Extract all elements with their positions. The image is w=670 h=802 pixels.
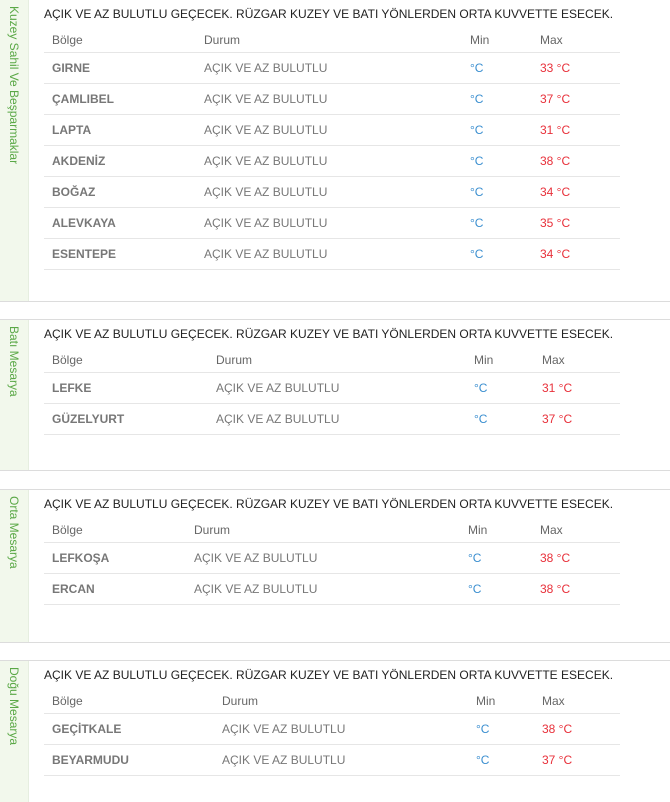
cell-max: 38 °C bbox=[534, 714, 620, 745]
table-row bbox=[44, 53, 620, 84]
cell-min: °C bbox=[462, 146, 532, 177]
section-side-tab bbox=[0, 661, 29, 802]
table-row bbox=[44, 714, 620, 745]
forecast-summary: AÇIK VE AZ BULUTLU GEÇECEK. RÜZGAR KUZEY VE BATI YÖNLERDEN ORTA KUVVETTE ESECEK. bbox=[44, 7, 614, 21]
cell-region: ALEVKAYA bbox=[44, 208, 196, 239]
forecast-summary: AÇIK VE AZ BULUTLU GEÇECEK. RÜZGAR KUZEY VE BATI YÖNLERDEN ORTA KUVVETTE ESECEK. bbox=[44, 668, 614, 682]
cell-min: °C bbox=[462, 208, 532, 239]
section-title: Orta Mesarya bbox=[7, 496, 21, 569]
cell-region: BEYARMUDU bbox=[44, 745, 214, 776]
cell-min: °C bbox=[466, 373, 534, 404]
cell-min: °C bbox=[462, 53, 532, 84]
column-header-min: Min bbox=[466, 348, 534, 373]
cell-max: 35 °C bbox=[532, 208, 620, 239]
table-row bbox=[44, 115, 620, 146]
cell-status: AÇIK VE AZ BULUTLU bbox=[214, 745, 468, 776]
cell-status: AÇIK VE AZ BULUTLU bbox=[208, 373, 466, 404]
forecast-table bbox=[44, 518, 620, 605]
cell-min: °C bbox=[460, 543, 532, 574]
column-header-status: Durum bbox=[208, 348, 466, 373]
column-header-min: Min bbox=[460, 518, 532, 543]
cell-region: LAPTA bbox=[44, 115, 196, 146]
cell-min: °C bbox=[466, 404, 534, 435]
column-header-region: Bölge bbox=[44, 28, 196, 53]
table-header-row bbox=[44, 518, 620, 543]
cell-status: AÇIK VE AZ BULUTLU bbox=[196, 115, 462, 146]
cell-min: °C bbox=[462, 115, 532, 146]
section-content bbox=[44, 0, 620, 270]
cell-max: 37 °C bbox=[534, 745, 620, 776]
cell-status: AÇIK VE AZ BULUTLU bbox=[196, 53, 462, 84]
table-row bbox=[44, 177, 620, 208]
column-header-region: Bölge bbox=[44, 689, 214, 714]
cell-max: 34 °C bbox=[532, 239, 620, 270]
cell-min: °C bbox=[468, 714, 534, 745]
section-content bbox=[44, 490, 620, 605]
column-header-min: Min bbox=[462, 28, 532, 53]
table-row bbox=[44, 239, 620, 270]
section-side-tab bbox=[0, 490, 29, 642]
table-row bbox=[44, 543, 620, 574]
column-header-status: Durum bbox=[214, 689, 468, 714]
cell-status: AÇIK VE AZ BULUTLU bbox=[196, 84, 462, 115]
cell-status: AÇIK VE AZ BULUTLU bbox=[196, 146, 462, 177]
cell-min: °C bbox=[460, 574, 532, 605]
column-header-status: Durum bbox=[186, 518, 460, 543]
column-header-max: Max bbox=[534, 689, 620, 714]
table-header-row bbox=[44, 348, 620, 373]
table-row bbox=[44, 745, 620, 776]
column-header-max: Max bbox=[532, 28, 620, 53]
table-row bbox=[44, 146, 620, 177]
cell-region: ERCAN bbox=[44, 574, 186, 605]
cell-max: 37 °C bbox=[532, 84, 620, 115]
table-header-row bbox=[44, 689, 620, 714]
column-header-max: Max bbox=[532, 518, 620, 543]
cell-status: AÇIK VE AZ BULUTLU bbox=[208, 404, 466, 435]
forecast-summary: AÇIK VE AZ BULUTLU GEÇECEK. RÜZGAR KUZEY VE BATI YÖNLERDEN ORTA KUVVETTE ESECEK. bbox=[44, 327, 614, 341]
cell-status: AÇIK VE AZ BULUTLU bbox=[196, 177, 462, 208]
cell-region: BOĞAZ bbox=[44, 177, 196, 208]
cell-status: AÇIK VE AZ BULUTLU bbox=[186, 574, 460, 605]
cell-region: ÇAMLIBEL bbox=[44, 84, 196, 115]
cell-max: 31 °C bbox=[534, 373, 620, 404]
table-row bbox=[44, 404, 620, 435]
forecast-section-kuzey-sahil bbox=[0, 0, 670, 302]
cell-region: LEFKOŞA bbox=[44, 543, 186, 574]
section-side-tab bbox=[0, 320, 29, 470]
cell-max: 38 °C bbox=[532, 543, 620, 574]
cell-status: AÇIK VE AZ BULUTLU bbox=[186, 543, 460, 574]
forecast-table bbox=[44, 28, 620, 270]
cell-status: AÇIK VE AZ BULUTLU bbox=[196, 239, 462, 270]
section-title: Doğu Mesarya bbox=[7, 667, 21, 746]
column-header-max: Max bbox=[534, 348, 620, 373]
cell-min: °C bbox=[462, 239, 532, 270]
cell-max: 34 °C bbox=[532, 177, 620, 208]
cell-min: °C bbox=[468, 745, 534, 776]
table-row bbox=[44, 574, 620, 605]
forecast-table bbox=[44, 348, 620, 435]
cell-region: GÜZELYURT bbox=[44, 404, 208, 435]
table-row bbox=[44, 84, 620, 115]
column-header-min: Min bbox=[468, 689, 534, 714]
column-header-region: Bölge bbox=[44, 348, 208, 373]
cell-status: AÇIK VE AZ BULUTLU bbox=[214, 714, 468, 745]
table-row bbox=[44, 208, 620, 239]
cell-max: 38 °C bbox=[532, 574, 620, 605]
forecast-section-orta-mesarya bbox=[0, 489, 670, 643]
cell-region: GEÇİTKALE bbox=[44, 714, 214, 745]
cell-max: 33 °C bbox=[532, 53, 620, 84]
cell-min: °C bbox=[462, 84, 532, 115]
forecast-section-bati-mesarya bbox=[0, 319, 670, 471]
forecast-table bbox=[44, 689, 620, 776]
table-row bbox=[44, 373, 620, 404]
cell-min: °C bbox=[462, 177, 532, 208]
section-title: Batı Mesarya bbox=[7, 326, 21, 397]
cell-max: 37 °C bbox=[534, 404, 620, 435]
cell-region: AKDENİZ bbox=[44, 146, 196, 177]
cell-region: GIRNE bbox=[44, 53, 196, 84]
section-content bbox=[44, 320, 620, 435]
forecast-section-dogu-mesarya bbox=[0, 660, 670, 802]
cell-max: 31 °C bbox=[532, 115, 620, 146]
section-side-tab bbox=[0, 0, 29, 301]
cell-region: ESENTEPE bbox=[44, 239, 196, 270]
column-header-status: Durum bbox=[196, 28, 462, 53]
section-title: Kuzey Sahil Ve Beşparmaklar bbox=[7, 6, 21, 165]
cell-region: LEFKE bbox=[44, 373, 208, 404]
forecast-summary: AÇIK VE AZ BULUTLU GEÇECEK. RÜZGAR KUZEY VE BATI YÖNLERDEN ORTA KUVVETTE ESECEK. bbox=[44, 497, 614, 511]
cell-status: AÇIK VE AZ BULUTLU bbox=[196, 208, 462, 239]
section-content bbox=[44, 661, 620, 776]
column-header-region: Bölge bbox=[44, 518, 186, 543]
cell-max: 38 °C bbox=[532, 146, 620, 177]
table-header-row bbox=[44, 28, 620, 53]
